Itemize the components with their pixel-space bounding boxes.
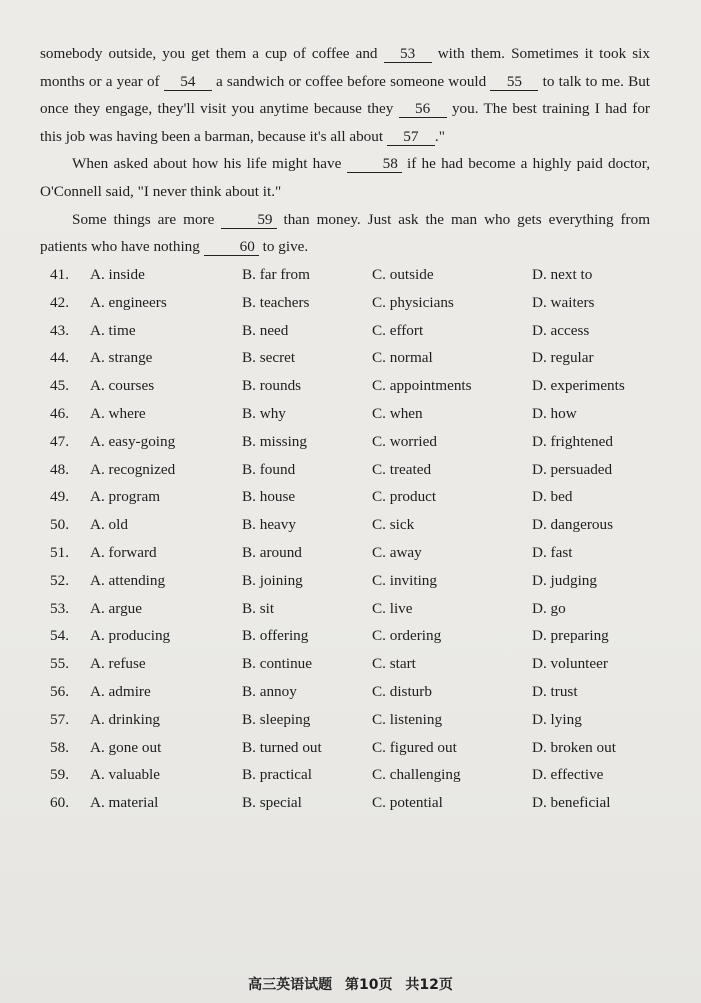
question-row — [46, 516, 646, 544]
option-b: B. sleeping — [242, 710, 311, 728]
question-row — [46, 322, 646, 350]
question-row — [46, 794, 646, 822]
option-c: C. figured out — [372, 738, 457, 756]
question-row — [46, 544, 646, 572]
question-number: 47. — [50, 432, 69, 450]
answer-options-list — [46, 266, 646, 822]
passage-text-segment: somebody outside, you get them a cup of coffee and — [40, 45, 378, 62]
option-c: C. start — [372, 655, 416, 673]
option-d: D. waiters — [532, 293, 595, 311]
passage-text-segment: When asked about how his life might have — [72, 155, 342, 173]
question-row — [46, 683, 646, 711]
question-number: 45. — [50, 377, 69, 395]
option-c: C. worried — [372, 432, 437, 450]
option-c: C. appointments — [372, 377, 472, 395]
option-b: B. far from — [242, 266, 310, 283]
option-b: B. why — [242, 404, 286, 422]
option-a: A. old — [90, 516, 128, 534]
option-a: A. forward — [90, 543, 157, 561]
option-c: C. physicians — [372, 293, 454, 311]
option-a: A. engineers — [90, 293, 167, 311]
question-number: 51. — [50, 543, 69, 561]
option-d: D. regular — [532, 349, 594, 367]
question-row — [46, 711, 646, 739]
blank-55: 55 — [490, 74, 538, 91]
passage-text-segment: than money. Just ask the man who gets everything from patients who have nothing — [40, 210, 651, 256]
option-d: D. persuaded — [532, 460, 613, 478]
option-b: B. joining — [242, 571, 303, 589]
question-row — [46, 405, 646, 433]
question-number: 43. — [50, 321, 69, 339]
question-number: 54. — [50, 627, 69, 645]
question-row — [46, 627, 646, 655]
question-row — [46, 766, 646, 794]
option-c: C. challenging — [372, 766, 461, 784]
paragraph-1 — [40, 40, 650, 150]
question-row — [46, 488, 646, 516]
page-footer — [0, 974, 701, 994]
question-number: 58. — [50, 738, 69, 756]
option-a: A. drinking — [90, 710, 161, 728]
option-d: D. beneficial — [532, 794, 611, 812]
question-number: 49. — [50, 488, 69, 506]
question-number: 52. — [50, 571, 69, 589]
question-row — [46, 377, 646, 405]
blank-54: 54 — [164, 74, 212, 91]
option-a: A. valuable — [90, 766, 161, 784]
option-d: D. broken out — [532, 738, 616, 756]
question-row — [46, 461, 646, 489]
option-b: B. continue — [242, 655, 313, 673]
option-a: A. time — [90, 321, 136, 339]
option-b: B. heavy — [242, 516, 296, 534]
option-d: D. trust — [532, 682, 578, 700]
question-number: 50. — [50, 516, 69, 534]
passage-text-segment: to give. — [262, 238, 309, 256]
option-a: A. inside — [90, 266, 145, 283]
option-d: D. frightened — [532, 432, 613, 450]
option-a: A. producing — [90, 627, 171, 645]
question-number: 59. — [50, 766, 69, 784]
option-a: A. argue — [90, 599, 143, 617]
option-d: D. judging — [532, 571, 597, 589]
passage-text-segment: Some things are more — [72, 210, 215, 228]
blank-57: 57 — [387, 129, 435, 146]
question-number: 46. — [50, 404, 69, 422]
option-a: A. program — [90, 488, 161, 506]
option-c: C. disturb — [372, 682, 432, 700]
passage-text-segment: a sandwich or coffee before someone would — [216, 72, 487, 90]
option-a: A. material — [90, 794, 159, 812]
option-a: A. strange — [90, 349, 153, 367]
option-c: C. away — [372, 543, 422, 561]
option-c: C. ordering — [372, 627, 442, 645]
option-a: A. admire — [90, 682, 151, 700]
option-b: B. secret — [242, 349, 296, 367]
footer-total-pages: 共12页 — [405, 977, 453, 993]
option-d: D. preparing — [532, 627, 609, 645]
option-b: B. special — [242, 794, 302, 812]
passage-text-segment: ." — [434, 127, 445, 145]
option-b: B. house — [242, 488, 296, 506]
footer-page-number: 第10页 — [345, 977, 393, 993]
blank-60: 60 — [204, 239, 259, 256]
blank-58: 58 — [347, 156, 402, 173]
question-number: 57. — [50, 710, 69, 728]
passage-text-segment: if he had become a highly paid doctor, O'Connell said, "I never think about it." — [40, 155, 651, 200]
option-c: C. treated — [372, 460, 432, 478]
option-a: A. courses — [90, 377, 155, 395]
option-a: A. easy-going — [90, 432, 176, 450]
option-c: C. outside — [372, 266, 434, 283]
option-b: B. turned out — [242, 738, 322, 756]
question-row — [46, 600, 646, 628]
question-number: 44. — [50, 349, 69, 367]
passage-text — [40, 40, 650, 261]
paragraph-3 — [40, 206, 650, 261]
option-c: C. effort — [372, 321, 424, 339]
option-a: A. attending — [90, 571, 166, 589]
option-d: D. bed — [532, 488, 573, 506]
blank-56: 56 — [399, 101, 447, 118]
question-number: 60. — [50, 794, 69, 812]
option-b: B. missing — [242, 432, 307, 450]
option-c: C. product — [372, 488, 437, 506]
option-a: A. gone out — [90, 738, 162, 756]
blank-59: 59 — [221, 212, 276, 229]
question-row — [46, 572, 646, 600]
option-d: D. volunteer — [532, 655, 608, 673]
question-row — [46, 294, 646, 322]
option-d: D. effective — [532, 766, 604, 784]
blank-53: 53 — [384, 46, 432, 63]
option-c: C. sick — [372, 516, 415, 534]
option-d: D. fast — [532, 543, 573, 561]
passage-text-segment: you. The best training I had for this job was having been a barman, because it's all about — [40, 100, 650, 145]
option-b: B. sit — [242, 599, 275, 617]
option-b: B. teachers — [242, 293, 310, 311]
option-a: A. refuse — [90, 655, 146, 673]
option-a: A. recognized — [90, 460, 176, 478]
option-d: D. how — [532, 404, 577, 422]
question-number: 41. — [50, 266, 69, 283]
option-b: B. around — [242, 543, 302, 561]
option-d: D. experiments — [532, 377, 625, 395]
question-row — [46, 266, 646, 294]
option-c: C. listening — [372, 710, 443, 728]
option-b: B. rounds — [242, 377, 302, 395]
option-a: A. where — [90, 404, 146, 422]
question-row — [46, 739, 646, 767]
option-d: D. lying — [532, 710, 582, 728]
passage-text-segment: with them. Sometimes it took six months or a year of — [40, 45, 651, 90]
option-c: C. inviting — [372, 571, 437, 589]
option-d: D. go — [532, 599, 566, 617]
option-d: D. dangerous — [532, 516, 613, 534]
option-d: D. access — [532, 321, 590, 339]
option-c: C. live — [372, 599, 413, 617]
option-c: C. normal — [372, 349, 433, 367]
question-number: 55. — [50, 655, 69, 673]
question-row — [46, 433, 646, 461]
option-b: B. need — [242, 321, 289, 339]
question-number: 56. — [50, 682, 69, 700]
footer-subject: 高三英语试题 — [248, 977, 333, 993]
question-number: 48. — [50, 460, 69, 478]
passage-text-segment: to talk to me. But once they engage, they'll visit you anytime because they — [40, 72, 651, 118]
option-b: B. found — [242, 460, 296, 478]
option-b: B. offering — [242, 627, 309, 645]
question-number: 53. — [50, 599, 69, 617]
question-row — [46, 655, 646, 683]
paragraph-2 — [40, 150, 650, 205]
question-number: 42. — [50, 293, 69, 311]
question-row — [46, 349, 646, 377]
option-b: B. annoy — [242, 682, 297, 700]
option-c: C. potential — [372, 794, 443, 812]
option-b: B. practical — [242, 766, 312, 784]
option-d: D. next to — [532, 266, 593, 283]
option-c: C. when — [372, 404, 423, 422]
